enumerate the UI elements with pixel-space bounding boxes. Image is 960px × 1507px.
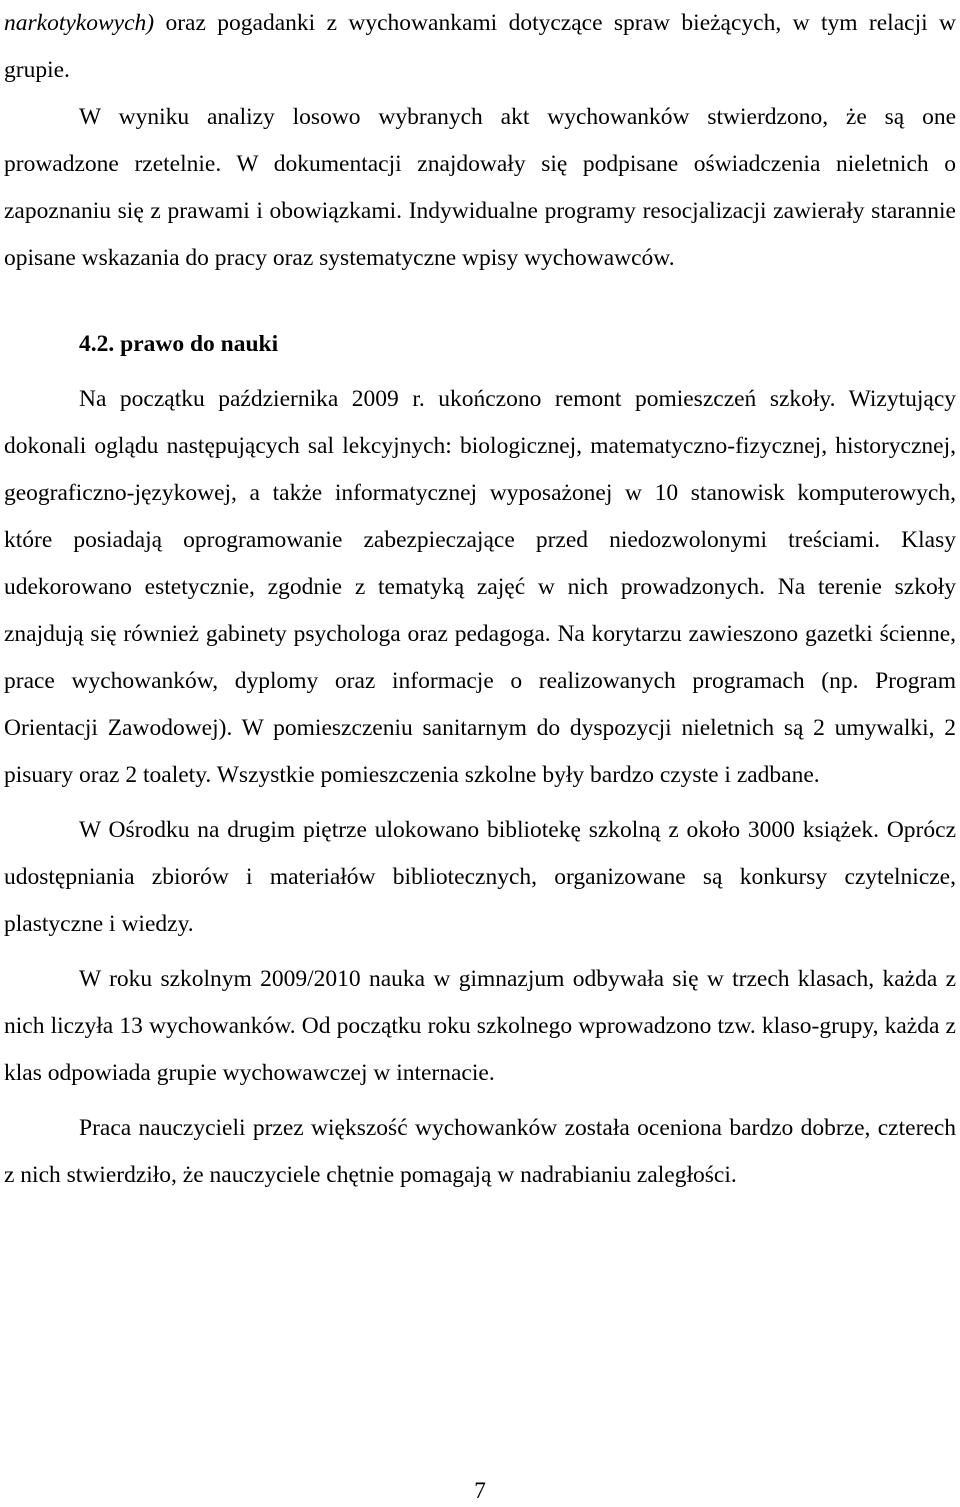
paragraph-records-review: W wyniku analizy losowo wybranych akt wychowanków stwierdzono, że są one prowadzone rzetelnie. W dokumentacji znajdowały się podpisane oświadczenia nieletnich o zapoznaniu się z prawami i obowiązkami. Indywidualne programy resocjalizacji zawierały starannie opisane wskazania do pracy oraz systematyczne wpisy wychowawców. [4, 104, 956, 271]
page-number: 7 [474, 1478, 486, 1504]
paragraph-continuation [4, 0, 956, 94]
paragraph-rest: Wizytujący dokonali oglądu następujących sal lekcyjnych: biologicznej, matematyczno-fizycznej, historycznej, geograficzno-językowej, a także informatycznej wyposażonej w 10 stanowisk komputerowych, które posiadają oprogramowanie zabezpieczające przed niedozwolonymi treściami. Klasy udekorowano estetycznie, zgodnie z tematyką zajęć w nich prowadzonych. Na terenie szkoły znajdują się również gabinety psychologa oraz pedagoga. Na korytarzu zawieszono gazetki ścienne, prace wychowanków, dyplomy oraz informacje o realizowanych programach (np. Program Orientacji Zawodowej). W pomieszczeniu sanitarnym do dyspozycji nieletnich są 2 umywalki, 2 pisuary oraz 2 toalety. Wszystkie pomieszczenia szkolne były bardzo czyste i zadbane. [4, 386, 956, 788]
italic-prefix: narkotykowych) [4, 10, 155, 36]
paragraph-library: W Ośrodku na drugim piętrze ulokowano bibliotekę szkolną z około 3000 książek. Oprócz udostępniania zbiorów i materiałów bibliotecznych, organizowane są konkursy czytelnicze, plastyczne i wiedzy. [4, 817, 956, 937]
section-heading: 4.2. prawo do nauki [79, 331, 279, 357]
paragraph-teachers: Praca nauczycieli przez większość wychowanków została oceniona bardzo dobrze, czterech z nich stwierdziło, że nauczyciele chętnie pomagają w nadrabianiu zaległości. [4, 1115, 956, 1188]
paragraph-school-rooms [4, 376, 956, 799]
paragraph-first-sentence: Na początku października 2009 r. ukończono remont pomieszczeń szkoły. [79, 386, 836, 412]
paragraph-school-year: W roku szkolnym 2009/2010 nauka w gimnazjum odbywała się w trzech klasach, każda z nich liczyła 13 wychowanków. Od początku roku szkolnego wprowadzono tzw. klaso-grupy, każda z klas odpowiada grupie wychowawczej w internacie. [4, 966, 956, 1086]
paragraph-text: oraz pogadanki z wychowankami dotyczące spraw bieżących, w tym relacji w grupie. [4, 10, 956, 83]
document-page [4, 0, 956, 1199]
